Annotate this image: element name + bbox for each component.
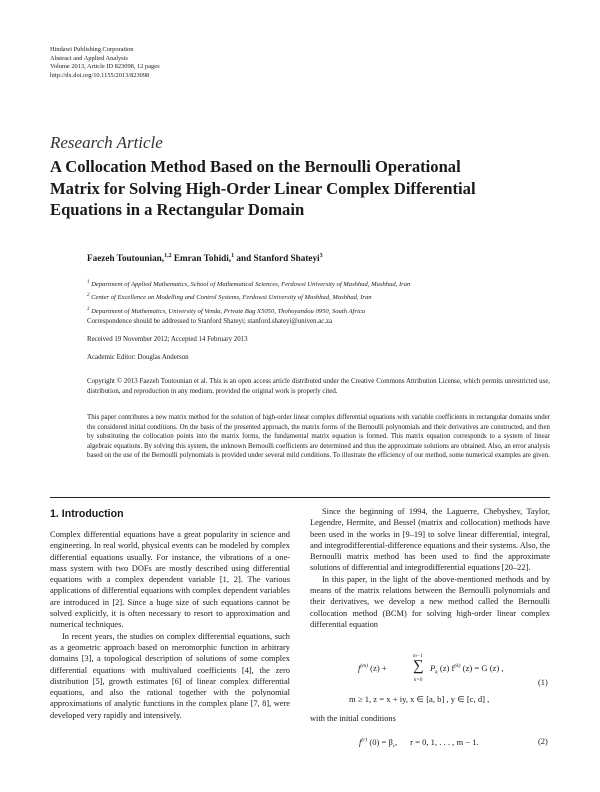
paragraph: In recent years, the studies on complex differential equations, such as a geometric approach based on meromorphic function in arbitrary domains [3], a topological description of solutions of some complex differential equations with multivalued coefficients [4], the zero distribution [5], growth estimates [6] of linear complex differential equations, and also the rational together with the polynomial approximations of analytic functions in the complex plane [7, 8], were developed very rapidly and intensively. (50, 631, 290, 720)
author-affil-sup: 3 (319, 253, 323, 259)
sum-upper-limit: m−1 (413, 653, 423, 659)
author-list (87, 253, 323, 263)
article-type: Research Article (50, 133, 163, 152)
equation-2-main: $f^{(r)}$ $(0) = \beta_r$, r = 0, 1, . . . , m − 1. (359, 737, 479, 750)
journal-name: Abstract and Applied Analysis (50, 54, 128, 62)
received-dates: Received 19 November 2012; Accepted 14 February 2013 (87, 336, 248, 343)
title-line: A Collocation Method Based on the Bernoulli Operational (50, 157, 461, 176)
initial-conditions-text: with the initial conditions (310, 714, 396, 723)
paper-title (50, 156, 550, 221)
paragraph: Since the beginning of 1994, the Laguerre, Chebyshev, Taylor, Legendre, Hermite, and Bessel (matrix and collocation) methods have been used in the works in [9–19] to solve linear differential, integral, and integrodifferential-difference equations and their systems. Also, the Bernoulli matrix method has been used to find the approximate solutions of differential and integrodifferential equations [20–22]. (310, 507, 550, 573)
affiliation: $^1$ Department of Applied Mathematics, School of Mathematical Sciences, Ferdowsi University of Mashhad, Mashhad, Iran (87, 280, 411, 289)
equation-number: (2) (538, 737, 548, 746)
left-column (50, 529, 290, 721)
academic-editor: Academic Editor: Douglas Anderson (87, 354, 189, 361)
author-affil-sup: 1 (231, 253, 235, 259)
author-affil-sup: 1,2 (164, 253, 172, 259)
paragraph: In this paper, in the light of the above-mentioned methods and by means of the matrix relations between the Bernoulli polynomials and their derivatives, we develop a new method called the Bernoulli collocation method (BCM) for solving high-order linear complex differential equation (310, 574, 550, 629)
sum-symbol: ∑ (413, 658, 424, 674)
equation-1-conditions: m ≥ 1, z = x + iy, x ∈ [a, b] , y ∈ [c, d] , (349, 694, 490, 704)
author-name: and Stanford Shateyi (234, 253, 320, 264)
equation-1-main: $f^{(m)}$ (z) + (358, 663, 387, 673)
sum-lower-limit: k=0 (414, 677, 423, 683)
doi-link[interactable]: http://dx.doi.org/10.1155/2013/823098 (50, 71, 150, 79)
journal-header (50, 46, 160, 80)
paragraph: Complex differential equations have a great popularity in science and engineering. In real world, physical events can be modeled by complex differential equations usually. For instance, the vibrations of a one-mass system with two DOFs are mostly described using differential equations with a complex dependent variable [1, 2]. The various applications of differential equations with complex dependent variables are introduced in [2]. Since a huge size of such equations cannot be solved explicitly, it is often necessary to resort to approximation and numerical techniques. (50, 530, 290, 630)
affiliation: $^3$ Department of Mathematics, University of Venda, Private Bag X5050, Thohoyandou 0950, South Africa (87, 306, 365, 316)
right-column (310, 506, 550, 630)
equation-number: (1) (538, 678, 548, 687)
affiliation: $^2$ Center of Excellence on Modelling and Control Systems, Ferdowsi University of Mashhad, Mashhad, Iran (87, 293, 372, 302)
correspondence: Correspondence should be addressed to Stanford Shateyi; stanford.shateyi@univen.ac.za (87, 318, 333, 325)
equation-1-rhs: $P_k$ (z) $f^{(k)}$ (z) = G (z) , (430, 663, 504, 676)
abstract: This paper contributes a new matrix method for the solution of high-order linear complex differential equations with variable coefficients in rectangular domains under the considered initial conditions. On the basis of the presented approach, the matrix forms of the Bernoulli polynomials and their derivatives are constructed, and then by substituting the collocation points into the matrix forms, the fundamental matrix equation is formed. This matrix equation corresponds to a system of linear algebraic equations. By solving this system, the unknown Bernoulli coefficients are determined and thus the approximate solutions are obtained. Also, an error analysis based on the use of the Bernoulli polynomials is provided under several mild conditions. To illustrate the efficiency of our method, some numerical examples are given. (87, 414, 550, 460)
volume-info: Volume 2013, Article ID 823098, 12 pages (50, 63, 160, 71)
publisher: Hindawi Publishing Corporation (50, 46, 134, 53)
affiliations (87, 277, 410, 317)
author-name: Faezeh Toutounian, (87, 253, 165, 264)
title-line: Matrix for Solving High-Order Linear Complex Differential (50, 178, 476, 198)
section-heading: 1. Introduction (50, 508, 124, 520)
author-name: Emran Tohidi, (171, 253, 232, 264)
title-line: Equations in a Rectangular Domain (50, 200, 305, 219)
copyright-notice: Copyright © 2013 Faezeh Toutounian et al. This is an open access article distributed under the Creative Commons Attribution License, which permits unrestricted use, distribution, and reproduction in any medium, provided the original work is properly cited. (87, 378, 550, 395)
section-divider (50, 497, 550, 498)
